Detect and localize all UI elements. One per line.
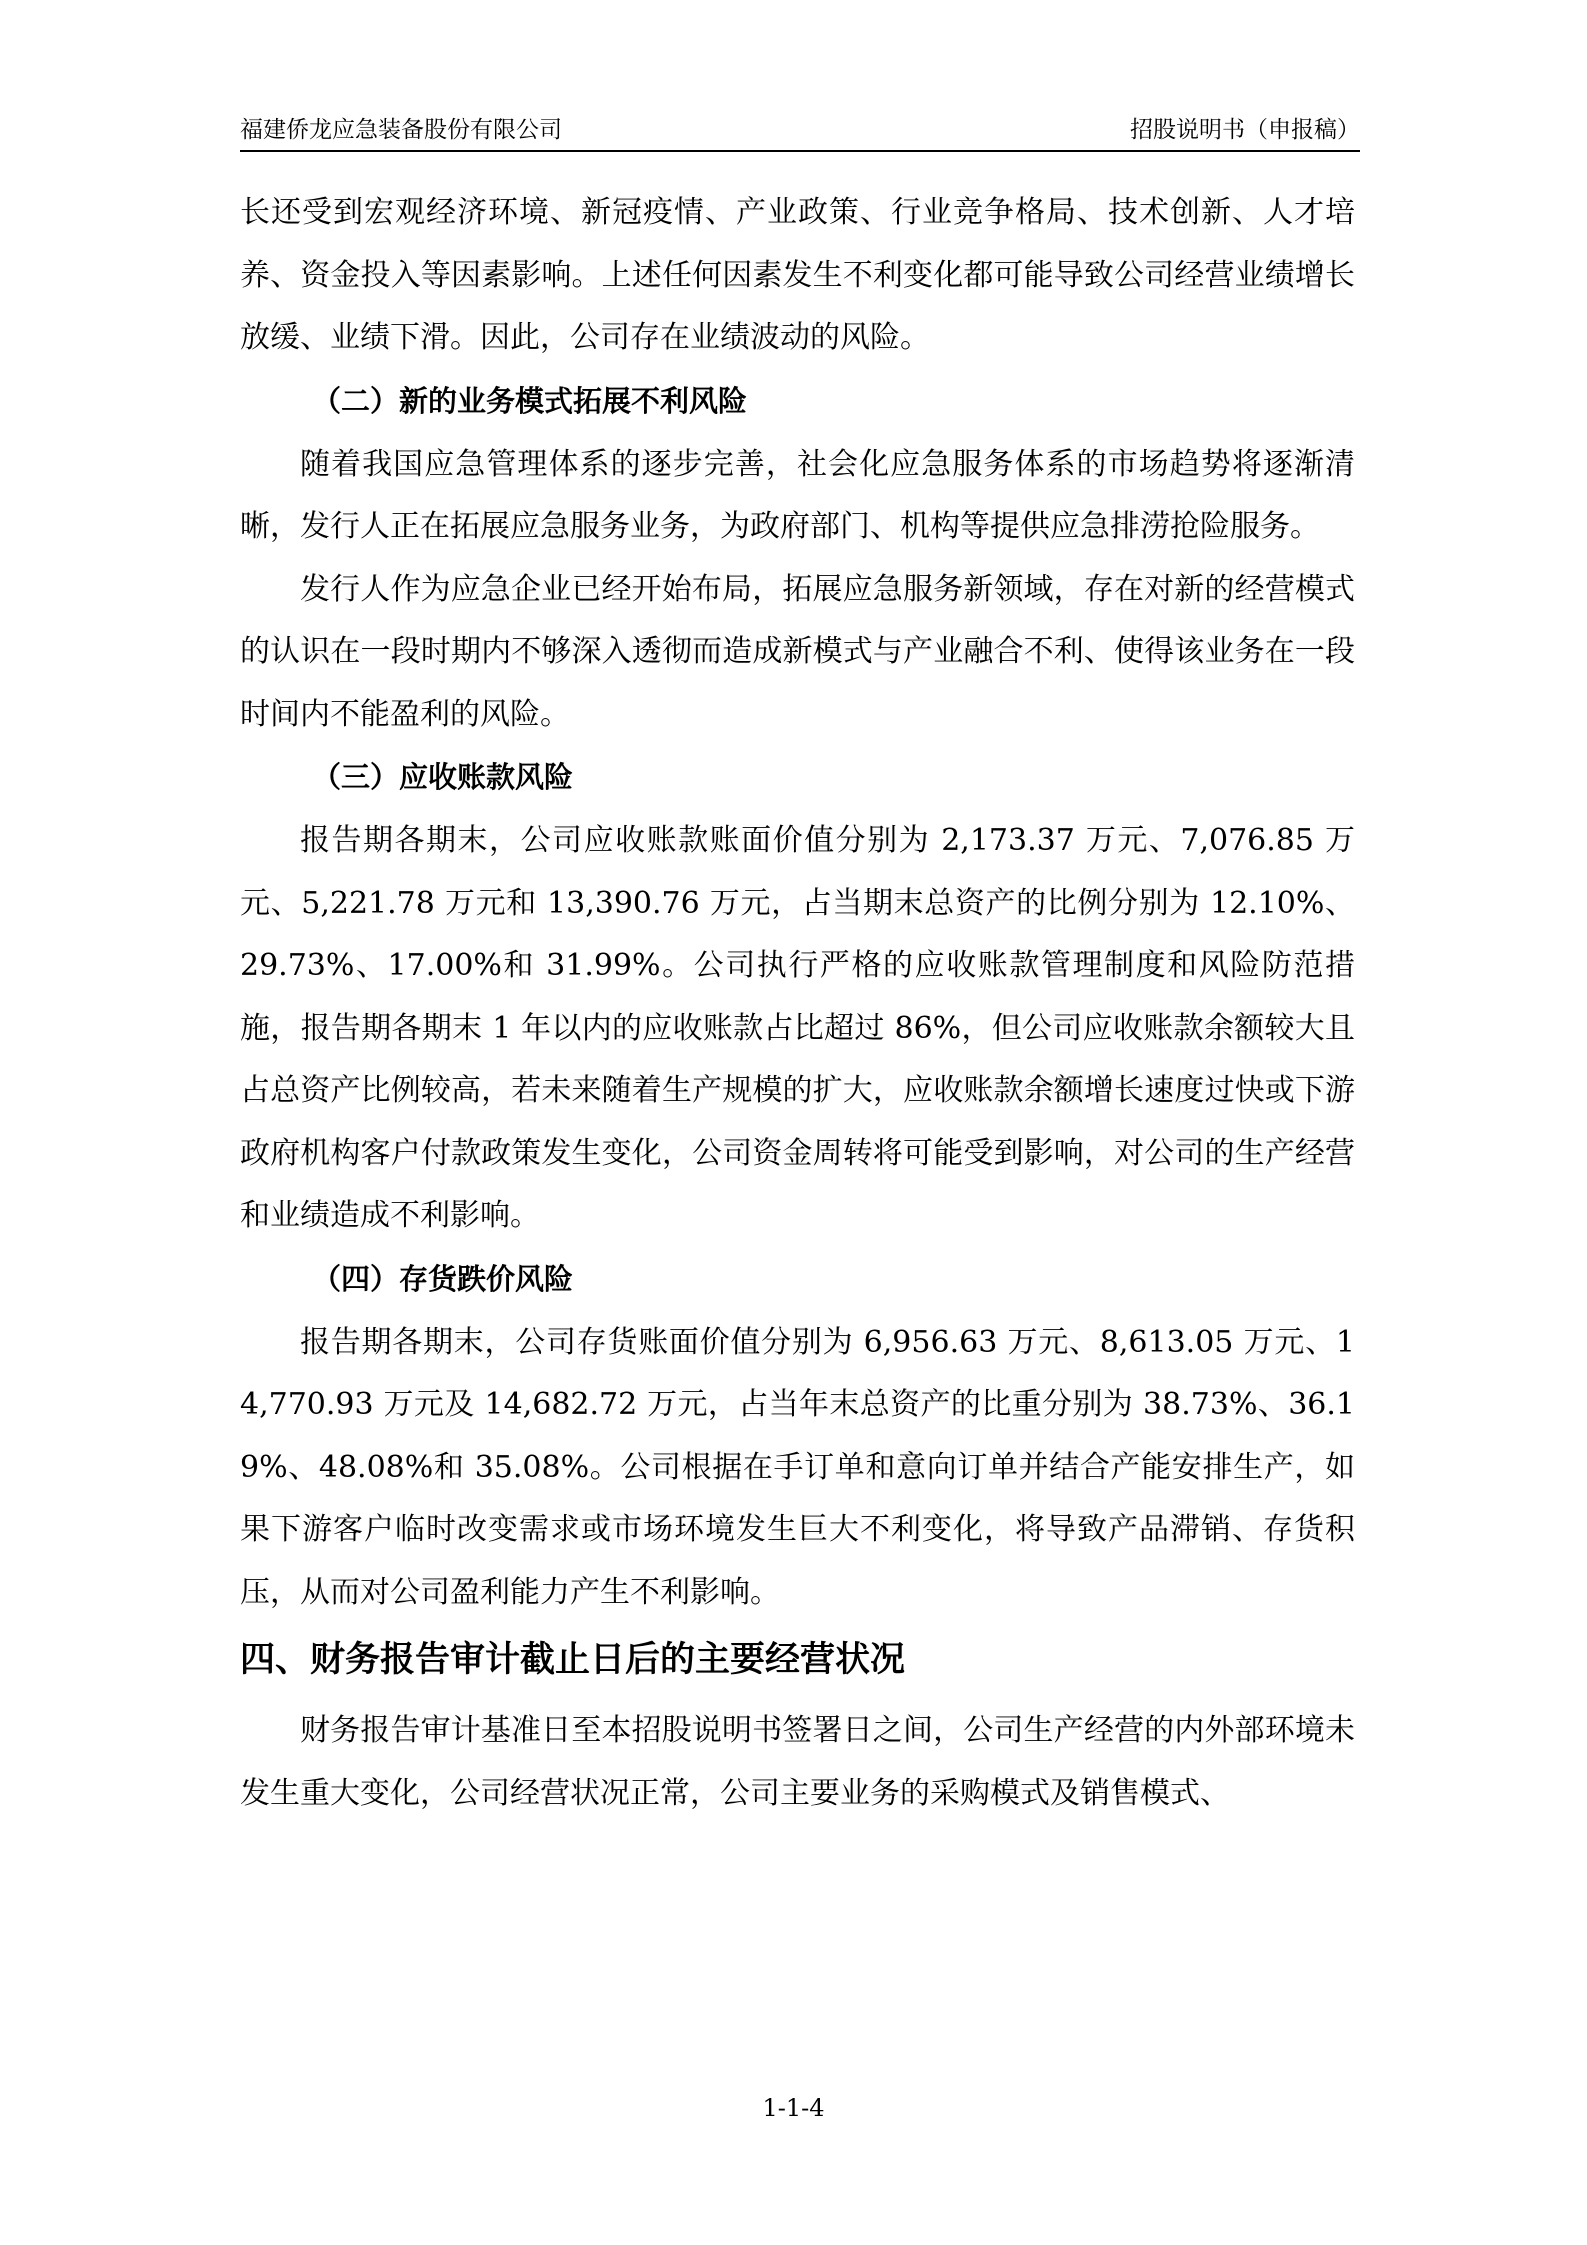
document-body [240,182,1355,1825]
page-header [240,110,1360,152]
paragraph: 财务报告审计基准日至本招股说明书签署日之间，公司生产经营的内外部环境未发生重大变化，公司经营状况正常，公司主要业务的采购模式及销售模式、 [240,1713,1355,1811]
subheading-inventory-risk: （四）存货跌价风险 [312,1261,574,1296]
page-number: 1-1-4 [762,2094,825,2122]
header-company-name: 福建侨龙应急装备股份有限公司 [240,117,562,143]
paragraph-continued: 长还受到宏观经济环境、新冠疫情、产业政策、行业竞争格局、技术创新、人才培养、资金投入等因素影响。上述任何因素发生不利变化都可能导致公司经营业绩增长放缓、业绩下滑。因此，公司存在业绩波动的风险。 [240,195,1355,355]
paragraph: 随着我国应急管理体系的逐步完善，社会化应急服务体系的市场趋势将逐渐清晰，发行人正在拓展应急服务业务，为政府部门、机构等提供应急排涝抢险服务。 [240,446,1355,544]
subheading-new-business-risk: （二）新的业务模式拓展不利风险 [312,383,748,418]
paragraph: 发行人作为应急企业已经开始布局，拓展应急服务新领域，存在对新的经营模式的认识在一段时期内不够深入透彻而造成新模式与产业融合不利、使得该业务在一段时间内不能盈利的风险。 [240,571,1355,732]
subheading-receivables-risk: （三）应收账款风险 [312,760,574,794]
header-document-type: 招股说明书（申报稿） [1130,117,1360,143]
paragraph: 报告期各期末，公司应收账款账面价值分别为 2,173.37 万元、7,076.85 万元、5,221.78 万元和 13,390.76 万元，占当期末总资产的比例分别为 12.10%、29.73%、17.00%和 31.99%。公司执行严格的应收账款管理制度和风险防范措施，报告期各期末 1 年以内的应收账款占比超过 86%，但公司应收账款余额较大且占总资产比例较高，若未来随着生产规模的扩大，应收账款余额增长速度过快或下游政府机构客户付款政策发生变化，公司资金周转将可能受到影响，对公司的生产经营和业绩造成不利影响。 [240,823,1355,1233]
section-heading: 四、财务报告审计截止日后的主要经营状况 [240,1640,906,1680]
paragraph: 报告期各期末，公司存货账面价值分别为 6,956.63 万元、8,613.05 万元、14,770.93 万元及 14,682.72 万元，占当年末总资产的比重分别为 38.73%、36.19%、48.08%和 35.08%。公司根据在手订单和意向订单并结合产能安排生产，如果下游客户临时改变需求或市场环境发生巨大不利变化，将导致产品滞销、存货积压，从而对公司盈利能力产生不利影响。 [240,1324,1355,1610]
